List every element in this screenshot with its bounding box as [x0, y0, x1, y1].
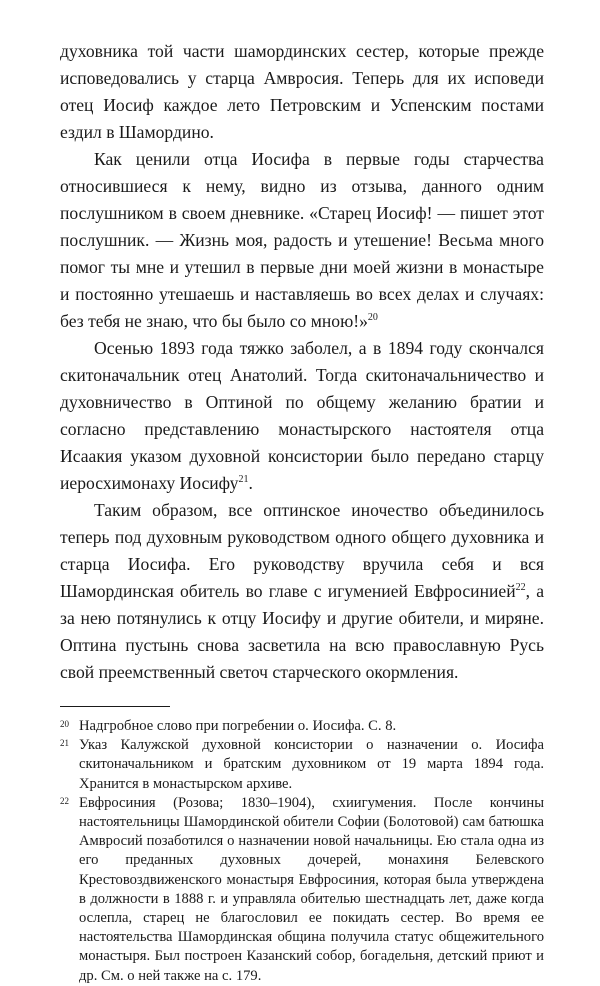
footnote-separator — [60, 706, 170, 707]
footnote-ref: 20 — [367, 312, 378, 324]
footnote-text: Указ Калужской духовной консистории о назначении о. Иосифа скитоначальником и братским духовником от 19 марта 1894 года. Хранится в монастырском архиве. — [79, 737, 544, 792]
paragraph-text: духовника той части шамординских сестер, которые прежде исповедовались у старца Амвросия. Теперь для их исповеди отец Иосиф каждое лето Петровским и Успенским постами ездил в Шамордино. — [60, 41, 544, 142]
footnote — [60, 794, 544, 986]
paragraph-text: Таким образом, все оптинское иночество объединилось теперь под духовным руководством одного общего духовника и старца Иосифа. Его руководству вручила себя и вся Шамординская обитель во главе с игуменией Евфросинией — [60, 500, 544, 601]
paragraph-text: Как ценили отца Иосифа в первые годы старчества относившиеся к нему, видно из отзыва, данного одним послушником в своем дневнике. «Старец Иосиф! — пишет этот послушник. — Жизнь моя, радость и утешение! Весьма много помог ты мне и утешил в первые дни моей жизни в монастыре и постоянно утешаешь и наставляешь во всех делах и случаях: без тебя не знаю, что бы было со мною!» — [60, 149, 544, 331]
footnote-number: 22 — [60, 795, 69, 806]
footnotes — [60, 717, 544, 986]
footnote-text: Евфросиния (Розова; 1830–1904), схиигумения. После кончины настоятельницы Шамординской обители Софии (Болотовой) сам батюшка Амвросий позаботился о назначении новой начальницы. Ею стала одна из его преданных духовных дочерей, монахиня Белевского Крестовоздвиженского монастыря Евфросиния, которая была утверждена в должности в 1888 г. и управляла обителью шестнадцать лет, даже когда ослепла, старец не благословил ее покидать сестер. Во время ее настоятельства Шамординская община получила статус общежительного монастыря. Был построен Казанский собор, богадельня, детский приют и др. См. о ней также на с. 179. — [79, 794, 544, 984]
footnote-ref: 22 — [515, 582, 526, 594]
paragraph-continued — [60, 38, 544, 146]
paragraph-text: Осенью 1893 года тяжко заболел, а в 1894 году скончался скитоначальник отец Анатолий. Тогда скитоначальничество и духовничество в Оптиной по общему желанию братии и согласно представлению монастырского настоятеля отца Исаакия указом духовной консистории было передано старцу иеросхимонаху Иосифу — [60, 338, 544, 493]
footnote — [60, 736, 544, 794]
paragraph-text: , а за нею потянулись к отцу Иосифу и другие обители, и миряне. Оптина пустынь снова засветила на всю православную Русь свой преемственный светоч старческого окормления. — [60, 581, 544, 682]
footnote-text: Надгробное слово при погребении о. Иосифа. С. 8. — [79, 718, 397, 734]
main-text — [60, 38, 544, 686]
paragraph — [60, 146, 544, 335]
footnote-number: 20 — [60, 719, 69, 729]
book-page — [60, 38, 544, 986]
footnote — [60, 717, 544, 736]
paragraph: Осенью 1893 года тяжко заболел, а в 1894 году скончался скитоначальник отец Анатолий. Тогда скитоначальничество и духовничество в Оптиной по общему желанию братии и согласно представлению монастырского настоятеля отца Исаакия указом духовной консистории было передано старцу иеросхимонаху Иосифу$^{21}$. — [60, 338, 544, 493]
footnote-ref: 21 — [238, 474, 249, 486]
footnote-number: 21 — [60, 738, 69, 749]
paragraph — [60, 497, 544, 686]
